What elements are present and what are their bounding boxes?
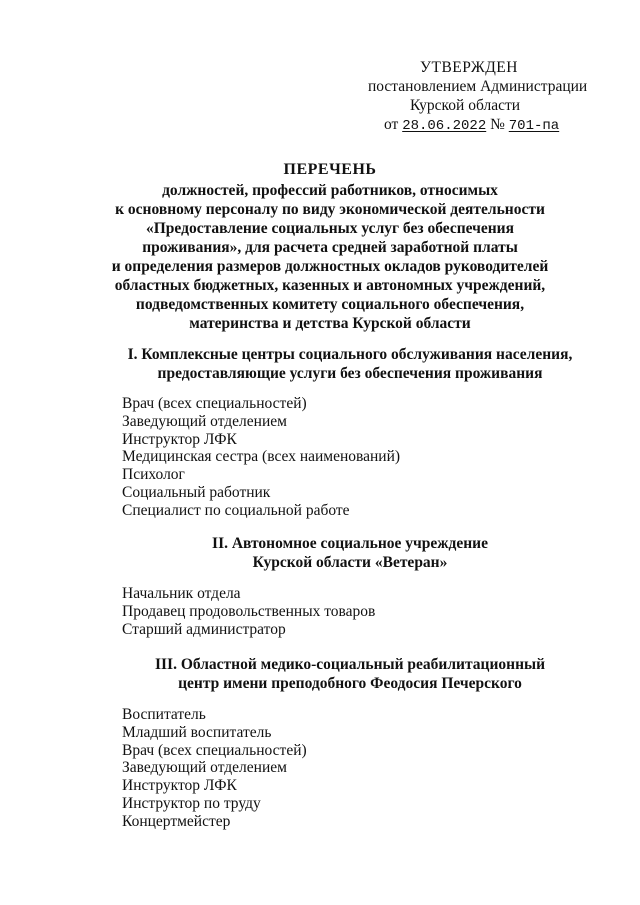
- section-3-heading: [60, 655, 640, 693]
- section-heading-line: I. Комплексные центры социального обслуживания населения,: [127, 346, 573, 363]
- section-heading-line: III. Областной медико-социальный реабилитационный: [154, 656, 546, 673]
- list-item: Специалист по социальной работе: [122, 501, 350, 519]
- approval-date: 28.06.2022: [402, 118, 487, 134]
- title-line: подведомственных комитету социального обеспечения,: [135, 296, 525, 313]
- number-sign: №: [490, 116, 505, 133]
- list-item: Продавец продовольственных товаров: [122, 602, 376, 620]
- section-1-heading: [60, 345, 640, 383]
- list-item: Социальный работник: [122, 483, 271, 501]
- approval-by: постановлением Администрации: [368, 78, 588, 95]
- approval-date-line: [0, 115, 640, 136]
- list-item: Начальник отдела: [122, 585, 241, 602]
- section-heading-line: II. Автономное социальное учреждение: [212, 535, 488, 552]
- title-line: проживания», для расчета средней заработной платы: [142, 239, 518, 256]
- list-item: Младший воспитатель: [122, 723, 272, 741]
- title-line: материнства и детства Курской области: [189, 315, 471, 332]
- title-line: «Предоставление социальных услуг без обеспечения: [146, 220, 514, 237]
- approval-block: [0, 58, 640, 136]
- list-item: Заведующий отделением: [122, 412, 287, 430]
- title-line: областных бюджетных, казенных и автономных учреждений,: [114, 277, 546, 294]
- title-line: должностей, профессий работников, относимых: [162, 182, 498, 199]
- section-3-list: [122, 706, 307, 831]
- list-item: Психолог: [122, 466, 185, 484]
- list-item: Инструктор ЛФК: [122, 430, 237, 448]
- list-item: Врач (всех специальностей): [122, 395, 307, 412]
- list-item: Старший администратор: [122, 620, 286, 638]
- list-item: Инструктор ЛФК: [122, 777, 237, 795]
- approval-region: Курской области: [410, 97, 521, 114]
- title-line: и определения размеров должностных окладов руководителей: [111, 258, 549, 275]
- list-item: Концертмейстер: [122, 812, 231, 830]
- list-item: Воспитатель: [122, 706, 206, 723]
- section-heading-line: Курской области «Ветеран»: [252, 554, 448, 571]
- title-main: ПЕРЕЧЕНЬ: [283, 161, 377, 178]
- approval-number: 701-па: [508, 118, 560, 134]
- list-item: Инструктор по труду: [122, 794, 261, 812]
- title-line: к основному персоналу по виду экономической деятельности: [115, 201, 545, 218]
- section-1-list: [122, 395, 400, 520]
- list-item: Заведующий отделением: [122, 759, 287, 777]
- approval-stamp: УТВЕРЖДЕН: [420, 59, 518, 76]
- section-heading-line: предоставляющие услуги без обеспечения проживания: [157, 365, 543, 382]
- section-2-heading: [60, 534, 640, 572]
- section-2-list: [122, 585, 375, 638]
- list-item: Медицинская сестра (всех наименований): [122, 448, 401, 466]
- section-heading-line: центр имени преподобного Феодосия Печерского: [178, 675, 522, 692]
- document-title: [60, 160, 600, 333]
- date-prefix: от: [384, 116, 399, 133]
- list-item: Врач (всех специальностей): [122, 741, 307, 759]
